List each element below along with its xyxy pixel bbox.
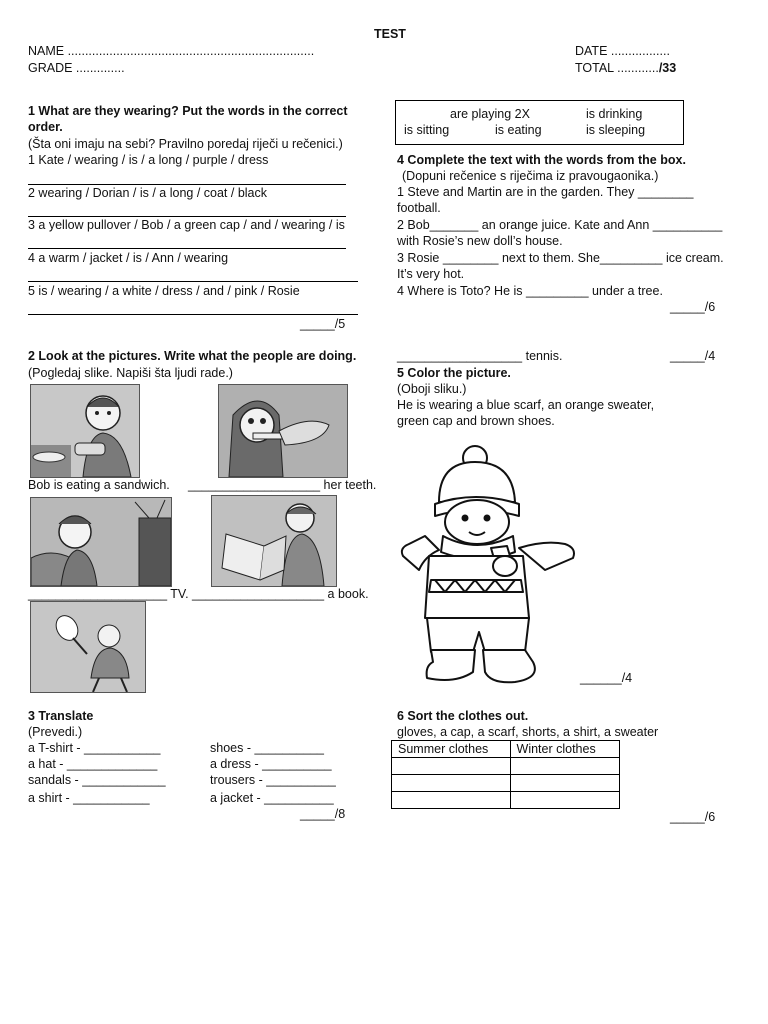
caption-eating: Bob is eating a sandwich. bbox=[28, 478, 170, 492]
task4-line[interactable]: 1 Steve and Martin are in the garden. They ________ bbox=[397, 185, 694, 199]
task1-subtitle: (Šta oni imaju na sebi? Pravilno poredaj riječi u rečenici.) bbox=[28, 137, 343, 151]
task4-line[interactable]: 2 Bob_______ an orange juice. Kate and Ann __________ bbox=[397, 218, 723, 232]
task2-score[interactable]: _____/4 bbox=[670, 349, 716, 363]
translate-item[interactable]: a T-shirt - ___________ bbox=[28, 741, 161, 755]
task1-item: 4 a warm / jacket / is / Ann / wearing bbox=[28, 251, 229, 265]
table-cell[interactable] bbox=[510, 792, 619, 809]
caption-teeth[interactable]: ___________________ her teeth. bbox=[188, 478, 377, 492]
task4-line[interactable]: 4 Where is Toto? He is _________ under a tree. bbox=[397, 284, 663, 298]
picture-reading bbox=[211, 495, 337, 587]
task4-title: 4 Complete the text with the words from the box. bbox=[397, 153, 686, 167]
translate-item[interactable]: shoes - __________ bbox=[210, 741, 324, 755]
task5-subtitle: (Oboji sliku.) bbox=[397, 382, 467, 396]
task4-line: with Rosie’s new doll’s house. bbox=[397, 234, 563, 248]
task5-text: green cap and brown shoes. bbox=[397, 414, 555, 428]
task3-title: 3 Translate bbox=[28, 709, 94, 723]
word-box-item: is sleeping bbox=[586, 123, 646, 137]
answer-line[interactable] bbox=[28, 234, 346, 249]
word-box-item: is eating bbox=[495, 123, 542, 137]
task2-tennis-answer[interactable]: __________________ tennis. bbox=[397, 349, 563, 363]
answer-line[interactable] bbox=[28, 267, 358, 282]
task1-item: 2 wearing / Dorian / is / a long / coat / black bbox=[28, 186, 268, 200]
task4-subtitle: (Dopuni rečenice s riječima iz pravougaonika.) bbox=[402, 169, 659, 183]
picture-eating bbox=[30, 384, 140, 478]
translate-item[interactable]: a shirt - ___________ bbox=[28, 791, 150, 805]
task1-item: 1 Kate / wearing / is / a long / purple / dress bbox=[28, 153, 269, 167]
grade-field[interactable]: GRADE .............. bbox=[28, 61, 125, 75]
task3-subtitle: (Prevedi.) bbox=[28, 725, 83, 739]
task4-line[interactable]: 3 Rosie ________ next to them. She_________ ice cream. bbox=[397, 251, 724, 265]
date-field[interactable]: DATE ................. bbox=[575, 44, 670, 58]
table-cell[interactable] bbox=[392, 758, 511, 775]
caption-tv[interactable]: ____________________ TV. bbox=[28, 587, 189, 601]
total-field[interactable]: TOTAL ............/33 bbox=[575, 61, 677, 75]
translate-item[interactable]: trousers - __________ bbox=[210, 773, 336, 787]
task1-score[interactable]: _____/5 bbox=[300, 317, 346, 331]
answer-line[interactable] bbox=[28, 300, 358, 315]
name-field[interactable]: NAME ....................................................................... bbox=[28, 44, 315, 58]
coloring-picture-boy[interactable] bbox=[395, 440, 585, 685]
task4-line: It’s very hot. bbox=[397, 267, 465, 281]
answer-line[interactable] bbox=[28, 170, 346, 185]
translate-item[interactable]: a jacket - __________ bbox=[210, 791, 334, 805]
column-header-summer: Summer clothes bbox=[392, 741, 511, 758]
task4-line: football. bbox=[397, 201, 441, 215]
page-title: TEST bbox=[374, 27, 406, 41]
translate-item[interactable]: a hat - _____________ bbox=[28, 757, 158, 771]
picture-brushing bbox=[218, 384, 348, 478]
task4-score[interactable]: _____/6 bbox=[670, 300, 716, 314]
word-box bbox=[395, 100, 684, 145]
task2-subtitle: (Pogledaj slike. Napiši šta ljudi rade.) bbox=[28, 366, 233, 380]
table-cell[interactable] bbox=[510, 758, 619, 775]
sort-table bbox=[391, 740, 620, 809]
task1-item: 5 is / wearing / a white / dress / and / pink / Rosie bbox=[28, 284, 300, 298]
task6-words: gloves, a cap, a scarf, shorts, a shirt, a sweater bbox=[397, 725, 659, 739]
task5-title: 5 Color the picture. bbox=[397, 366, 511, 380]
task5-text: He is wearing a blue scarf, an orange sweater, bbox=[397, 398, 655, 412]
table-cell[interactable] bbox=[392, 792, 511, 809]
word-box-item: is sitting bbox=[404, 123, 450, 137]
word-box-item: are playing 2X bbox=[450, 107, 530, 121]
task3-score[interactable]: _____/8 bbox=[300, 807, 346, 821]
caption-book[interactable]: ___________________ a book. bbox=[192, 587, 369, 601]
translate-item[interactable]: sandals - ____________ bbox=[28, 773, 166, 787]
task6-score[interactable]: _____/6 bbox=[670, 810, 716, 824]
task5-score[interactable]: ______/4 bbox=[580, 671, 633, 685]
task2-title: 2 Look at the pictures. Write what the people are doing. bbox=[28, 349, 357, 363]
column-header-winter: Winter clothes bbox=[510, 741, 619, 758]
table-cell[interactable] bbox=[392, 775, 511, 792]
word-box-item: is drinking bbox=[586, 107, 643, 121]
translate-item[interactable]: a dress - __________ bbox=[210, 757, 332, 771]
answer-line[interactable] bbox=[28, 202, 346, 217]
task6-title: 6 Sort the clothes out. bbox=[397, 709, 529, 723]
task1-title: 1 What are they wearing? Put the words in the correct bbox=[28, 104, 348, 118]
task1-item: 3 a yellow pullover / Bob / a green cap / and / wearing / is bbox=[28, 218, 345, 232]
picture-tennis bbox=[30, 601, 146, 693]
table-cell[interactable] bbox=[510, 775, 619, 792]
task1-title-cont: order. bbox=[28, 120, 63, 134]
picture-tv bbox=[30, 497, 172, 587]
